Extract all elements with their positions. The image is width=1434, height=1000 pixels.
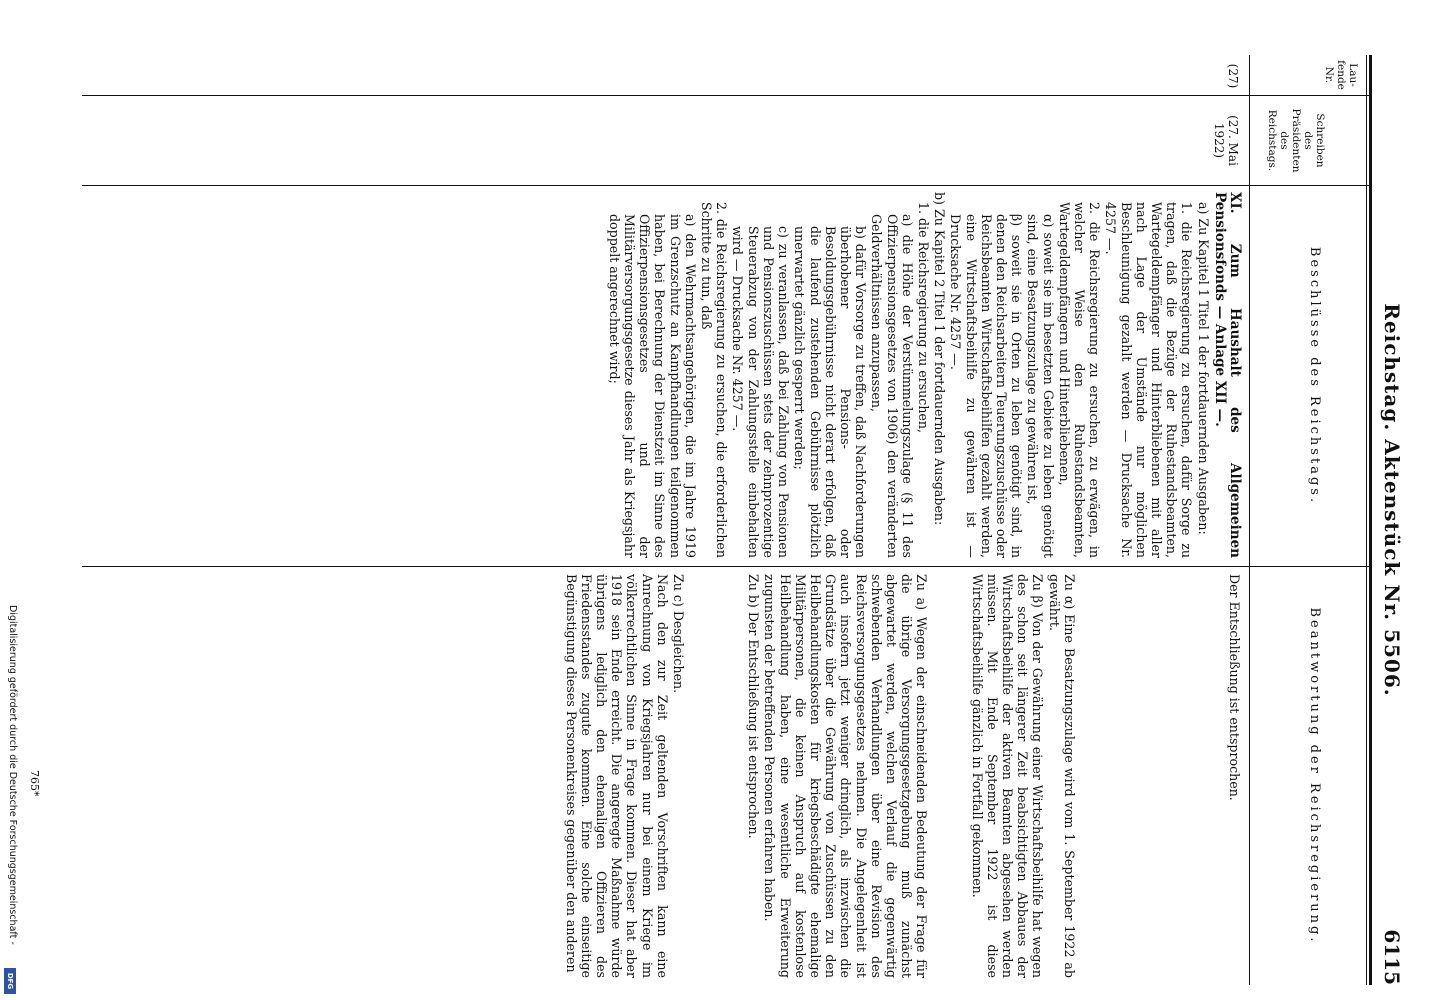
- answer-b1-b: Zu b) Der Entschließung ist entsprochen.: [746, 574, 762, 839]
- answer-a2-alpha: Zu α) Eine Besatzungszulage wird vom 1. September 1922 ab gewährt.: [1046, 574, 1077, 978]
- page-number: 6115: [1380, 929, 1404, 985]
- resolution-b2: 2. die Reichsregierung zu ersuchen, die erforderlichen Schritte zu tun, daß: [699, 202, 730, 558]
- answer-a2-beta: Zu β) Von der Gewährung einer Wirtschaftsbeihilfe hat wegen des schon seit längerer Zeit beabsichtigten Abbaues der Wirtschaftsbeihilfe der aktiven Beamten abgesehen werden müssen. Mit Ende September 1922 ist diese Wirtschaftsbeihilfe gänzlich in Fortfall gekommen.: [969, 574, 1046, 978]
- row-number: (27): [1226, 63, 1240, 89]
- row-date: (27. Mai 1922): [1212, 115, 1240, 166]
- resolution-b-heading: b) Zu Kapitel 2 Titel 1 der fortdauernden Ausgaben:: [932, 192, 948, 526]
- resolution-b1-b: b) dafür Vorsorge zu treffen, daß Nachforderungen überhobener Pensions- oder Besoldungsgebührnisse nicht derart erfolgen, daß die laufend zustehenden Gebührnisse plötzlich unerwartet gänzlich gesperrt werden;: [792, 226, 869, 558]
- col-divider-1: [82, 95, 1372, 96]
- header-bottom-rule: [1249, 55, 1250, 985]
- beschluesse-cell: [606, 192, 1242, 558]
- table-top-rule: [1369, 55, 1372, 985]
- answer-a1: Der Entschließung ist entsprochen.: [1227, 574, 1242, 801]
- col-divider-3: [82, 566, 1372, 567]
- resolution-a-heading: a) Zu Kapitel 1 Titel 1 der fortdauernden Ausgaben:: [1195, 202, 1211, 535]
- digitization-credit: Digitalisierung gefördert durch die Deutsche Forschungsgemeinschaft -: [7, 605, 18, 945]
- resolution-b2-a: a) den Wehrmachtsangehörigen, die im Jahre 1919 im Grenzschutz an Kampfhandlungen teilgenommen haben, bei Berechnung der Dienstzeit im Sinne des Offizierpensionsgesetzes und der Militärversorgungsgesetze dieses Jahr als Kriegsjahr doppelt angerechnet wird;: [606, 214, 698, 558]
- resolution-b1: 1. die Reichsregierung zu ersuchen,: [915, 202, 931, 434]
- table-top-rule-inner: [1366, 55, 1367, 985]
- resolution-b1-c: c) zu veranlassen, daß bei Zahlung von Pensionen und Pensionszuschüssen stets der zehnprozentige Steuerabzug von der Zahlungsstelle einbehalten wird — Drucksache Nr. 4257 —.: [730, 226, 792, 558]
- col-header-beschluesse: Beschlüsse des Reichstags.: [1307, 246, 1322, 506]
- answer-b1-a: Zu a) Wegen der einschneidenden Bedeutung der Frage für die übrige Versorgungsgesetzgebung muß zunächst abgewartet werden, welchen Verlauf die gegenwärtig schwebenden Verhandlungen über eine Revision des Reichsversorgungsgesetzes nehmen. Die Angelegenheit ist auch insofern jetzt weniger dringlich, als inzwischen die Grundsätze über die Gewährung von Zuschüssen zu den Heilbehandlungskosten für kriegsbeschädigte ehemalige Militärpersonen, die keinen Anspruch auf kostenlose Heilbehandlung haben, eine wesentliche Erweiterung zugunsten der betreffenden Personen erfahren haben.: [762, 574, 930, 978]
- digitization-sidebar: [0, 0, 20, 1000]
- beantwortung-cell: [562, 574, 1242, 978]
- resolution-a2-alpha: α) soweit sie im besetzten Gebiete zu leben genötigt sind, eine Besatzungszulage zu gewähren ist,: [1025, 214, 1056, 558]
- section-heading: XI. Zum Haushalt des Allgemeinen Pensionsfonds — Anlage XII —.: [1211, 192, 1243, 558]
- col-header-schreiben: Schreiben des Präsidenten des Reichstags.: [1266, 108, 1326, 173]
- dfg-logo-icon: [4, 968, 16, 994]
- answer-b1-c: Zu c) Desgleichen.: [670, 574, 686, 694]
- col-header-nr: Lau- fende Nr.: [1323, 60, 1359, 90]
- col-divider-2: [82, 185, 1372, 186]
- resolution-a2-beta: β) soweit sie in Orten zu leben genötigt sind, in denen den Reichsarbeitern Teuerungszuschüsse oder Reichsbeamten Wirtschaftsbeihilfen gezahlt werden, eine Wirtschaftsbeihilfe zu gewähren ist — Drucksache Nr. 4257 —.: [948, 214, 1025, 558]
- answer-b2-a: Nach den zur Zeit geltenden Vorschriften kann eine Anrechnung von Kriegsjahren nur bei einem Kriege im völkerrechtlichen Sinne in Frage kommen. Dieser hat aber 1918 sein Ende erreicht. Die angeregte Maßnahme würde übrigens lediglich den ehemaligen Offizieren des Friedensstandes zugute kommen. Eine solche einseitige Begünstigung dieses Personenkreises gegenüber den anderen: [563, 574, 670, 978]
- resolution-b1-a: a) die Höhe der Verstümmelungszulage (§ 11 des Offizierpensionsgesetzes von 1906) den veränderten Geldverhältnissen anzupassen,: [869, 214, 915, 558]
- resolution-a2: 2. die Reichsregierung zu ersuchen, zu erwägen, in welcher Weise den Ruhestandsbeamten, Wartegeldempfängern und Hinterbliebenen,: [1056, 202, 1103, 558]
- resolution-a1: 1. die Reichsregierung zu ersuchen, dafür Sorge zu tragen, daß die Bezüge der Ruhestandsbeamten, Wartegeldempfänger und Hinterbliebenen mit aller nach Lage der Umstände nur möglichen Beschleunigung gezahlt werden — Drucksache Nr. 4257 —.: [1103, 202, 1195, 558]
- running-head: Reichstag. Aktenstück Nr. 5506.: [1380, 303, 1404, 697]
- dfg-logo-text: DFG: [6, 972, 14, 990]
- col-header-beantwortung: Beantwortung der Reichsregierung.: [1307, 607, 1322, 945]
- print-signature: 765*: [28, 770, 41, 797]
